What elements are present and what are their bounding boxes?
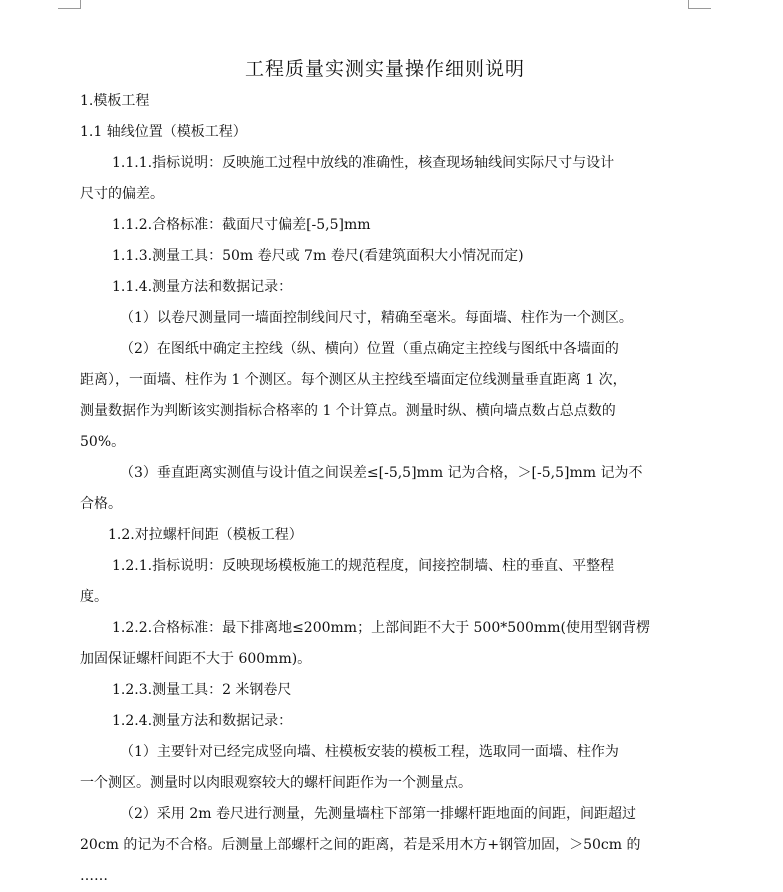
paragraph-line-partial: …… [80,868,108,884]
subsection-heading: 1.1 轴线位置（模板工程） [80,124,247,140]
paragraph-line: （1）以卷尺测量同一墙面控制线间尺寸，精确至毫米。每面墙、柱作为一个测区。 [120,310,633,326]
paragraph-line: 20cm 的记为不合格。后测量上部螺杆之间的距离，若是采用木方+钢管加固，＞50cm 的 [80,837,641,853]
paragraph-line: 一个测区。测量时以肉眼观察较大的螺杆间距作为一个测量点。 [80,775,472,791]
paragraph-line: 1.1.2.合格标准：截面尺寸偏差[-5,5]mm [112,217,371,233]
paragraph-line: 50%。 [80,434,126,450]
paragraph-line: 1.1.4.测量方法和数据记录： [112,279,293,295]
paragraph-line: 1.2.2.合格标准：最下排离地≤200mm；上部间距不大于 500*500mm(使用型钢背楞 [112,620,650,636]
page-corner-mark-right [688,0,711,9]
section-heading: 1.模板工程 [80,93,150,109]
paragraph-line: 距离），一面墙、柱作为 1 个测区。每个测区从主控线至墙面定位线测量垂直距离 1 次， [80,372,627,388]
paragraph-line: 1.2.1.指标说明：反映现场模板施工的规范程度，间接控制墙、柱的垂直、平整程 [112,558,615,574]
paragraph-line: 1.1.1.指标说明：反映施工过程中放线的准确性，核查现场轴线间实际尺寸与设计 [112,155,615,171]
paragraph-line: 1.2.4.测量方法和数据记录： [112,713,293,729]
paragraph-line: 1.2.3.测量工具：2 米钢卷尺 [112,682,292,698]
paragraph-line: （2）在图纸中确定主控线（纵、横向）位置（重点确定主控线与图纸中各墙面的 [120,341,619,357]
paragraph-line: （2）采用 2m 卷尺进行测量，先测量墙柱下部第一排螺杆距地面的间距，间距超过 [120,806,636,822]
paragraph-line: 度。 [80,589,108,605]
paragraph-line: 测量数据作为判断该实测指标合格率的 1 个计算点。测量时纵、横向墙点数占总点数的 [80,403,616,419]
page-corner-mark-left [58,0,81,9]
paragraph-line: （1）主要针对已经完成竖向墙、柱模板安装的模板工程，选取同一面墙、柱作为 [120,744,619,760]
subsection-heading: 1.2.对拉螺杆间距（模板工程） [108,527,303,543]
document-title: 工程质量实测实量操作细则说明 [244,58,525,80]
paragraph-line: 1.1.3.测量工具：50m 卷尺或 7m 卷尺(看建筑面积大小情况而定) [112,248,524,264]
paragraph-line: （3）垂直距离实测值与设计值之间误差≤[-5,5]mm 记为合格，＞[-5,5]mm 记为不 [120,465,643,481]
document-page [80,52,690,892]
paragraph-line: 尺寸的偏差。 [80,186,164,202]
paragraph-line: 合格。 [80,496,122,512]
paragraph-line: 加固保证螺杆间距不大于 600mm)。 [80,651,312,667]
